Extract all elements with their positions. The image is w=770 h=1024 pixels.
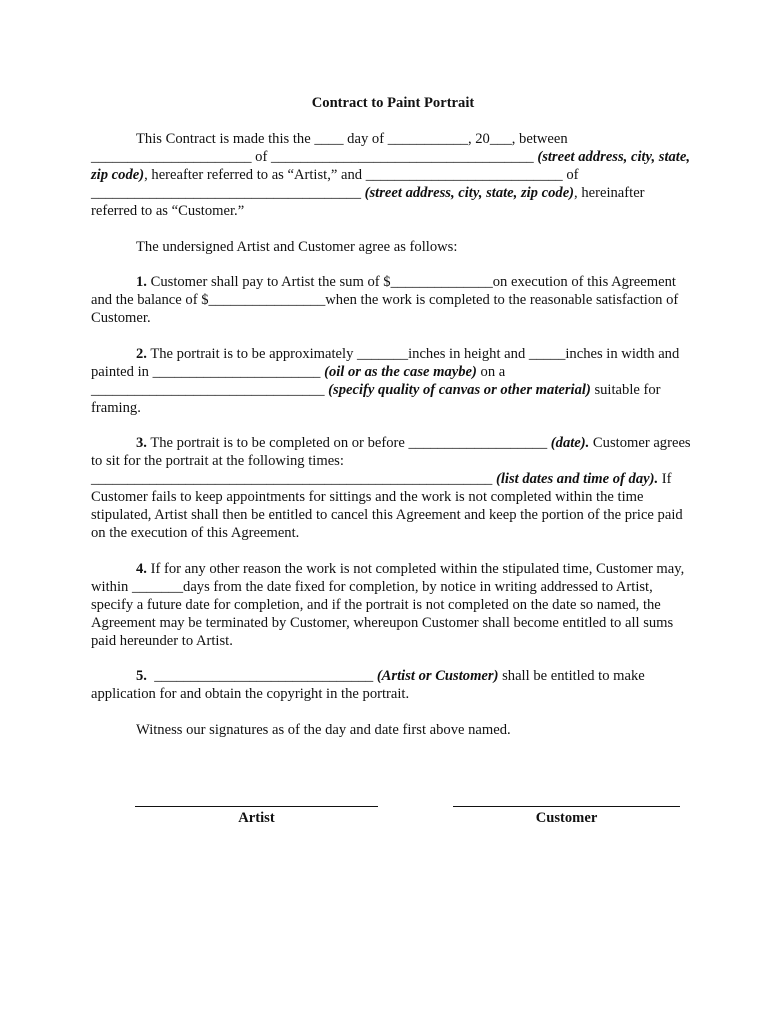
clause-4 — [91, 560, 691, 650]
clause-2 — [91, 345, 691, 417]
clause-3-text-1: The portrait is to be completed on or before ___________________ — [150, 435, 551, 451]
clause-3-hint-2: (list dates and time of day). — [495, 471, 659, 487]
artist-signature-label: Artist — [238, 810, 275, 826]
clause-5-number: 5. — [136, 668, 147, 684]
intro-paragraph — [91, 130, 691, 220]
document-title: Contract to Paint Portrait — [311, 95, 475, 111]
intro-text-3: , hereinafter referred to as “Customer.” — [91, 185, 645, 219]
clause-5-hint-1: (Artist or Customer) — [376, 668, 499, 684]
artist-signature-line — [135, 806, 378, 807]
clause-2-text-1: The portrait is to be approximately _______inches in height and _____inches in width and painted in _______________________ — [91, 345, 680, 380]
clause-5-text-1: ______________________________ — [146, 668, 377, 684]
clause-2-text-3: suitable for framing. — [91, 381, 661, 416]
artist-signature — [135, 806, 378, 827]
clause-4-number: 4. — [136, 560, 147, 577]
intro-street-hint-2: (street address, city, state, zip code) — [364, 185, 575, 201]
clause-2-hint-1: (oil or as the case maybe) — [324, 363, 477, 380]
intro-text-2: , hereafter referred to as “Artist,” and ___________________________ of _____________________________________ — [91, 167, 579, 201]
contract-document — [91, 94, 691, 756]
clause-4-text: If for any other reason the work is not completed within the stipulated time, Customer may, within _______days from the date fixed for completion, by notice in writing addressed to Artist, specify a future date for completion, and if the portrait is not completed on the date so named, the Agreement may be terminated by Customer, whereupon Customer shall become entitled to all sums paid hereunder to Artist. — [91, 560, 685, 649]
intro-text-1: This Contract is made this the ____ day of ___________, 20___, between ______________________ of ____________________________________ — [91, 131, 568, 165]
clause-2-hint-2: (specify quality of canvas or other material) — [328, 381, 591, 398]
clause-2-text-2: on a ________________________________ — [91, 363, 506, 398]
agree-paragraph: The undersigned Artist and Customer agree as follows: — [136, 238, 458, 255]
clause-3 — [91, 434, 691, 542]
witness-paragraph: Witness our signatures as of the day and date first above named. — [136, 721, 511, 738]
clause-1-number: 1. — [136, 274, 147, 290]
customer-signature-label: Customer — [535, 810, 598, 826]
clause-1-text: Customer shall pay to Artist the sum of $______________on execution of this Agreement and the balance of $________________when the work is completed to the reasonable satisfaction of Customer. — [91, 274, 679, 326]
clause-3-hint-1: (date). — [550, 435, 590, 451]
customer-signature — [453, 806, 680, 827]
intro-street-hint-1: (street address, city, state, zip code) — [91, 149, 690, 183]
clause-3-text-2: Customer agrees to sit for the portrait at the following times: _______________________________________________________ — [91, 435, 691, 487]
clause-3-text-3: If Customer fails to keep appointments for sittings and the work is not completed within the time stipulated, Artist shall then be entitled to cancel this Agreement and keep the portion of the price paid on the execution of this Agreement. — [91, 471, 683, 541]
clause-2-number: 2. — [136, 345, 147, 362]
clause-1 — [91, 273, 691, 327]
signature-block — [0, 806, 770, 846]
customer-signature-line — [453, 806, 680, 807]
clause-5 — [91, 667, 691, 703]
clause-3-number: 3. — [136, 435, 147, 451]
clause-5-text-2: shall be entitled to make application for and obtain the copyright in the portrait. — [91, 668, 645, 702]
